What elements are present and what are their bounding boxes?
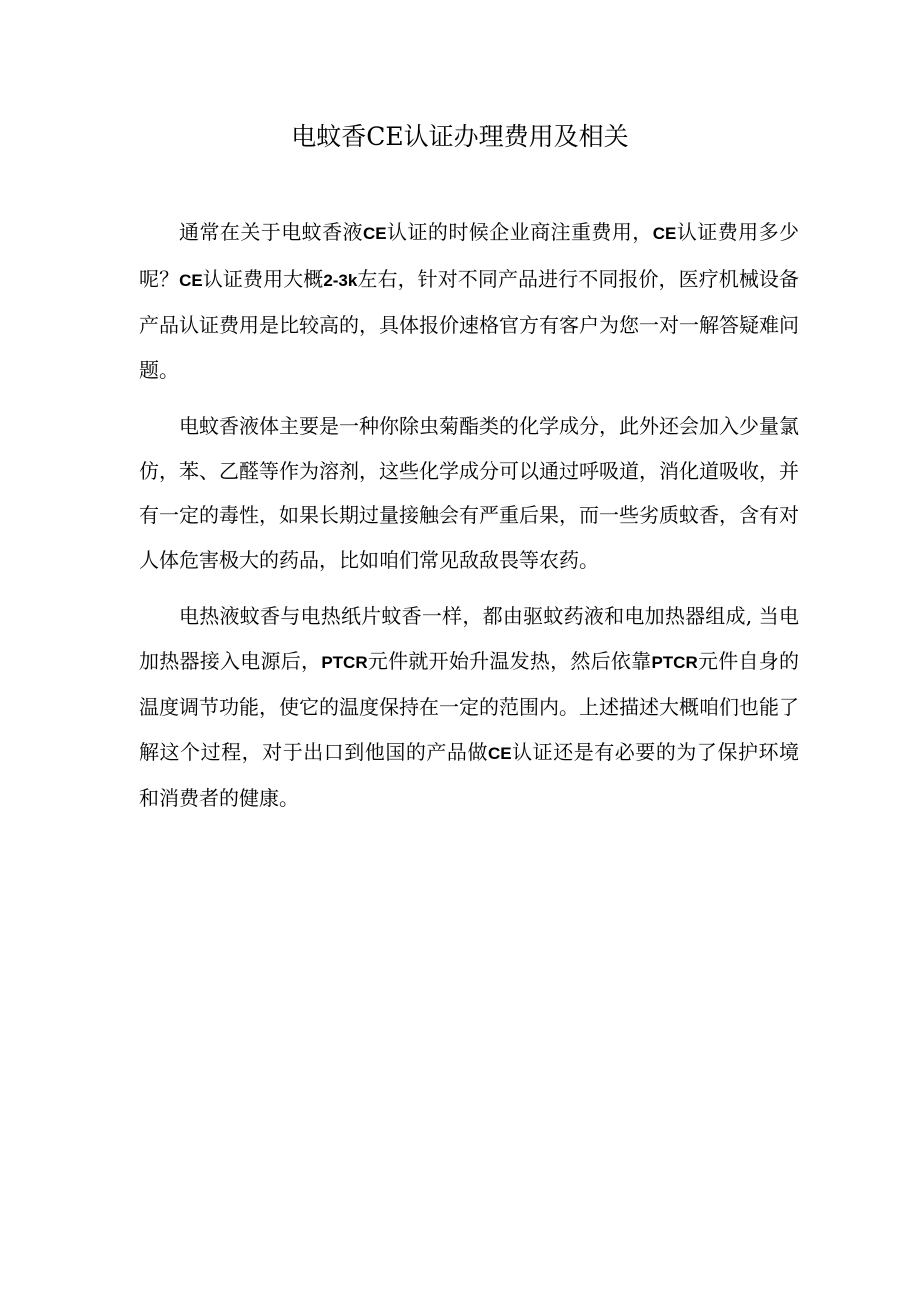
bold-term: CE: [652, 224, 677, 243]
body-paragraph: [139, 404, 799, 582]
paragraph-text: 左右，针对不同产品进行不同报价，医疗机械设备产品认证费用是比较高的，具体报价速格官方有客户为您一对一解答疑难问题。: [139, 266, 800, 382]
paragraph-text: 元件就开始升温发热，然后依靠: [367, 648, 652, 673]
bold-term: CE: [362, 224, 387, 243]
paragraph-text: 通常在关于电蚊香液: [179, 220, 363, 244]
bold-term: CE: [487, 743, 512, 763]
paragraph-text: 电热液蚊香与电热纸片蚊香一样，都由驱蚊药液和电加热器组成, 当电加热器接入电源后，: [139, 604, 799, 673]
paragraph-text: 元件自身的温度调节功能，使它的温度保持在一定的范围内。上述描述大概咱们也能了解这个过程，对于出口到他国的产品做: [139, 648, 800, 764]
document-title: 电蚊香CE认证办理费用及相关: [291, 122, 629, 151]
paragraph-text: 认证费用大概: [202, 266, 324, 291]
body-paragraph: [139, 594, 799, 821]
paragraph-text: 电蚊香液体主要是一种你除虫菊酯类的化学成分，此外还会加入少量氯仿，苯、乙醛等作为溶剂，这些化学成分可以通过呼吸道，消化道吸收，并有一定的毒性，如果长期过量接触会有严重后果，而一些劣质蚊香，含有对人体危害极大的药品，比如咱们常见敌敌畏等农药。: [139, 414, 799, 572]
paragraph-text: 认证的时候企业商注重费用，: [386, 220, 653, 244]
paragraph-text: 认证还是有必要的为了保护环境和消费者的健康。: [139, 739, 800, 810]
document-body: [139, 210, 799, 833]
paragraph-text: 认证费用多少呢？: [139, 220, 800, 291]
bold-term: 2-3k: [323, 270, 358, 290]
body-paragraph: [139, 210, 799, 392]
bold-term: PTCR: [651, 652, 698, 672]
bold-term: PTCR: [321, 652, 368, 672]
bold-term: CE: [179, 270, 203, 290]
